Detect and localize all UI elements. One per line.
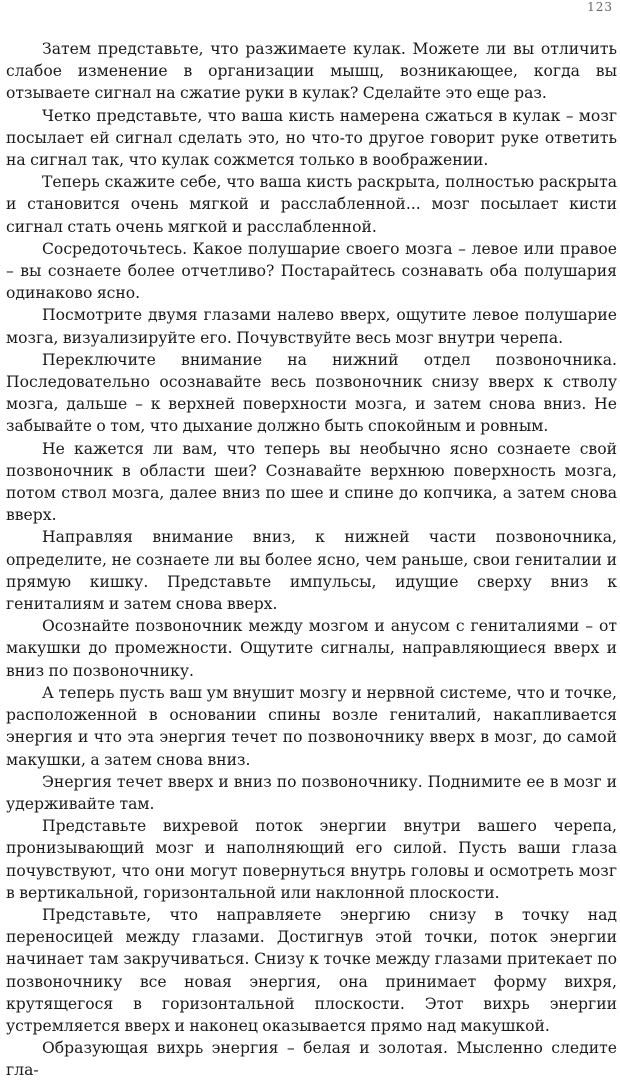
paragraph: Представьте вихревой поток энергии внутри вашего черепа, пронизывающий мозг и наполняющий его силой. Пусть ваши глаза почувствуют, что они могут повернуться внутрь головы и осмотреть мозг в вертикальной, горизонтальной или наклонной плоскости. [6,817,617,902]
paragraph: Затем представьте, что разжимаете кулак. Можете ли вы отличить слабое изменение в организации мышц, возникающее, когда вы отзываете сигнал на сжатие руки в кулак? Сделайте это еще раз. [6,40,617,103]
book-page [6,0,617,1080]
paragraph: Образующая вихрь энергия – белая и золотая. Мысленно следите гла- [6,1039,617,1080]
paragraph: Сосредоточьтесь. Какое полушарие своего мозга – левое или правое – вы сознаете более отчетливо? Постарайтесь сознавать оба полушария одинаково ясно. [6,239,617,303]
paragraph: Не кажется ли вам, что теперь вы необычно ясно сознаете свой позвоночник в области шеи? Сознавайте верхнюю поверхность мозга, потом ствол мозга, далее вниз по шее и спине до копчика, а затем снова вверх. [6,439,617,525]
paragraph: Посмотрите двумя глазами налево вверх, ощутите левое полушарие мозга, визуализируйте его. Почувствуйте весь мозг внутри черепа. [6,306,617,347]
paragraph: Представьте, что направляете энергию снизу в точку над переносицей между глазами. Достигнув этой точки, поток энергии начинает там закручиваться. Снизу к точке между глазами притекает по позвоночнику все новая энергия, она принимает форму вихря, крутящегося в горизонтальной плоскости. Этот вихрь энергии устремляется вверх и наконец оказывается прямо над макушкой. [6,905,617,1035]
paragraph: Осознайте позвоночник между мозгом и анусом с гениталиями – от макушки до промежности. Ощутите сигналы, направляющиеся вверх и вниз по позвоночнику. [6,617,617,680]
paragraph: Теперь скажите себе, что ваша кисть раскрыта, полностью раскрыта и становится очень мягкой и расслабленной... мозг посылает кисти сигнал стать очень мягкой и расслабленной. [6,173,617,236]
paragraph: Переключите внимание на нижний отдел позвоночника. Последовательно осознавайте весь позвоночник снизу вверх к стволу мозга, дальше – к верхней поверхности мозга, и затем снова вниз. Не забывайте о том, что дыхание должно быть спокойным и ровным. [6,350,617,436]
body-text [6,38,617,1082]
paragraph: Энергия течет вверх и вниз по позвоночнику. Поднимите ее в мозг и удерживайте там. [6,772,617,813]
paragraph: Четко представьте, что ваша кисть намерена сжаться в кулак – мозг посылает ей сигнал сделать это, но что-то другое говорит руке ответить на сигнал так, что кулак сожмется только в воображении. [6,106,617,170]
paragraph: А теперь пусть ваш ум внушит мозгу и нервной системе, что и точке, расположенной в основании спины возле гениталий, накапливается энергия и что эта энергия течет по позвоночнику вверх в мозг, до самой макушки, а затем снова вниз. [6,683,617,769]
page-number: 123 [587,0,613,14]
paragraph: Направляя внимание вниз, к нижней части позвоночника, определите, не сознаете ли вы более ясно, чем раньше, свои гениталии и прямую кишку. Представьте импульсы, идущие сверху вниз к гениталиям и затем снова вверх. [6,528,617,614]
